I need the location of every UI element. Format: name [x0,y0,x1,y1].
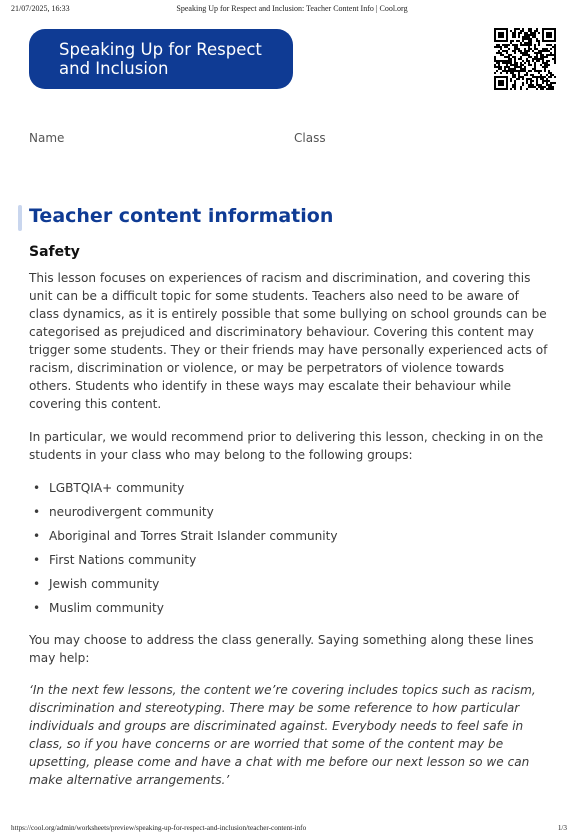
print-url: https://cool.org/admin/worksheets/preview/speaking-up-for-respect-and-inclusion/teacher-content-info [11,824,307,832]
list-item: • neurodivergent community [29,503,338,527]
print-datetime: 21/07/2025, 16:33 [11,4,70,13]
group-label: LGBTQIA+ community [49,481,185,495]
qr-code-icon [494,28,556,90]
group-label: neurodivergent community [49,505,214,519]
group-label: First Nations community [49,553,197,567]
print-doc-title: Speaking Up for Respect and Inclusion: Teacher Content Info | Cool.org [176,4,408,13]
list-item: • First Nations community [29,551,338,575]
list-item: • Aboriginal and Torres Strait Islander community [29,527,338,551]
group-label: Muslim community [49,601,164,615]
name-field-label: Name [29,131,65,145]
list-item: • Muslim community [29,599,338,623]
list-item: • Jewish community [29,575,338,599]
check-in-paragraph: In particular, we would recommend prior to delivering this lesson, checking in on the students in your class who may belong to the following groups: [29,430,544,462]
safety-heading: Safety [29,244,80,260]
banner-title-line2: and Inclusion [59,59,169,78]
group-label: Jewish community [49,577,160,591]
section-accent-bar [18,205,22,231]
banner-title-line1: Speaking Up for Respect [59,40,262,59]
class-field-label: Class [294,131,326,145]
list-item: • LGBTQIA+ community [29,479,338,503]
group-label: Aboriginal and Torres Strait Islander community [49,529,338,543]
section-title: Teacher content information [29,205,334,227]
page-number: 1/3 [557,824,567,832]
title-banner [29,29,293,89]
address-class-paragraph: You may choose to address the class generally. Saying something along these lines may help: [29,633,534,665]
intro-paragraph: This lesson focuses on experiences of racism and discrimination, and covering this unit can be a difficult topic for some students. Teachers also need to be aware of class dynamics, as it is entirely possible that some bullying on school grounds can be categorised as prejudiced and discriminatory behaviour. Covering this content may trigger some students. They or their friends may have personally experienced acts of racism, discrimination or violence, or may be perpetrators of violence towards others. Students who identify in these ways may escalate their behaviour while covering this content. [29,271,548,411]
groups-list [29,479,338,623]
example-quote: ‘In the next few lessons, the content we’re covering includes topics such as racism, discrimination and stereotyping. There may be some reference to how particular individuals and groups are discriminated against. Everybody needs to feel safe in class, so if you have concerns or are worried that some of the content may be upsetting, please come and have a chat with me before our next lesson so we can make alternative arrangements.’ [29,683,536,787]
